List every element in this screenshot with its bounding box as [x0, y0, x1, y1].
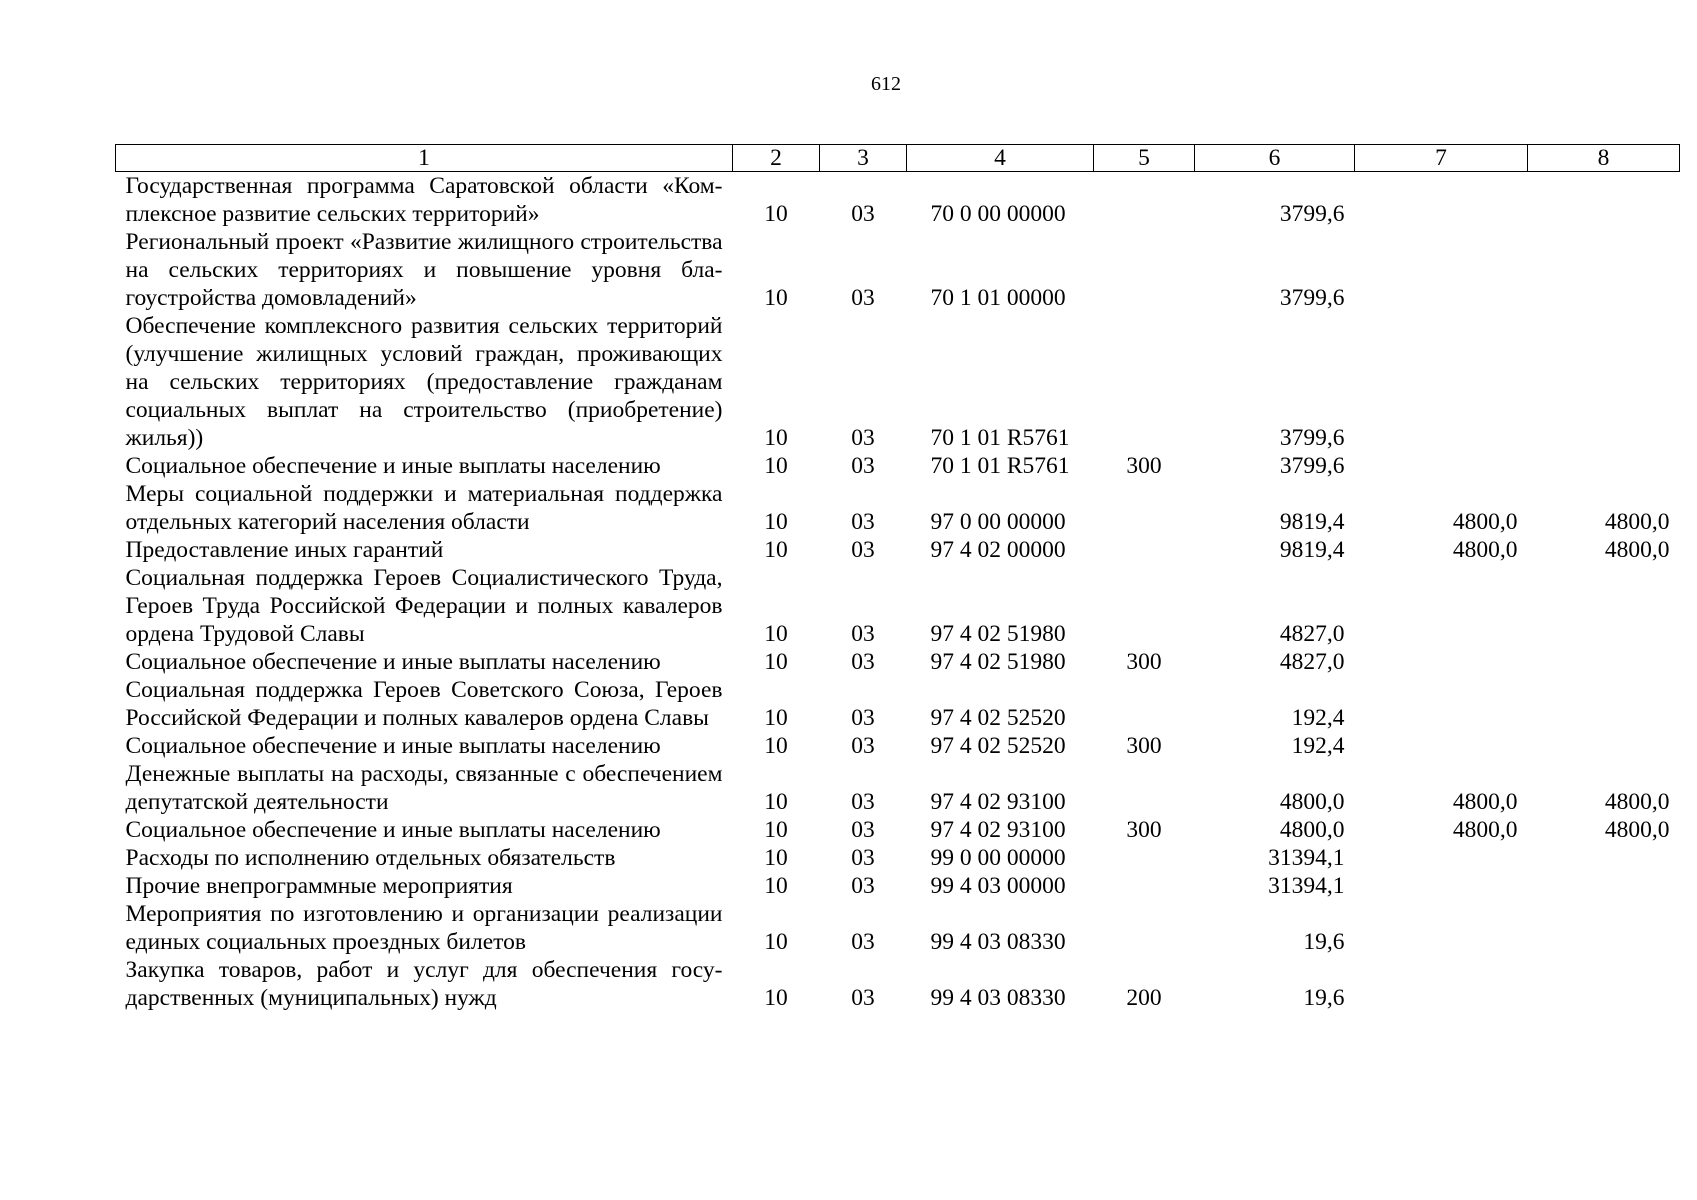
- row-section: 10: [764, 929, 788, 955]
- row-subsection: 03: [851, 985, 875, 1011]
- row-expense-type: 300: [1126, 817, 1162, 843]
- row-subsection: 03: [851, 649, 875, 675]
- table-row: [116, 956, 1680, 1012]
- row-description: Социальное обеспечение и иные выплаты населению: [125, 453, 661, 479]
- row-amount-3: 4800,0: [1604, 789, 1670, 815]
- row-expense-type: [1094, 480, 1195, 536]
- header-col-2: 2: [733, 145, 820, 172]
- row-amount-1: 4800,0: [1279, 817, 1345, 843]
- row-amount-2: [1355, 732, 1528, 760]
- row-amount-1: 9819,4: [1279, 537, 1345, 563]
- row-expense-type: [1094, 172, 1195, 229]
- row-section: 10: [764, 285, 788, 311]
- row-subsection: 03: [851, 733, 875, 759]
- row-amount-1: 3799,6: [1279, 285, 1345, 311]
- row-section: 10: [764, 537, 788, 563]
- row-amount-1: 4827,0: [1279, 649, 1345, 675]
- row-description: Социальное обеспечение и иные выплаты населению: [125, 649, 661, 675]
- header-col-1: 1: [116, 145, 733, 172]
- row-subsection: 03: [851, 621, 875, 647]
- row-amount-2: [1355, 312, 1528, 452]
- row-amount-2: 4800,0: [1452, 817, 1518, 843]
- row-target-code: 97 4 02 00000: [930, 537, 1066, 563]
- row-subsection: 03: [851, 201, 875, 227]
- row-expense-type: [1094, 844, 1195, 872]
- row-target-code: 97 4 02 52520: [930, 733, 1066, 759]
- row-amount-1: 192,4: [1291, 733, 1345, 759]
- table-row: [116, 676, 1680, 732]
- row-description: Социальное обеспечение и иные выплаты населению: [125, 733, 661, 759]
- header-row: [116, 145, 1680, 172]
- row-section: 10: [764, 201, 788, 227]
- row-description: Социальная поддержка Героев Советского Союза, Героев Российской Федерации и полных кавалеров ордена Славы: [125, 677, 723, 731]
- row-target-code: 70 1 01 R5761: [930, 453, 1070, 479]
- row-description: Социальное обеспечение и иные выплаты населению: [125, 817, 661, 843]
- header-col-8: 8: [1528, 145, 1680, 172]
- row-amount-3: [1528, 732, 1680, 760]
- row-amount-1: 9819,4: [1279, 509, 1345, 535]
- row-target-code: 97 4 02 51980: [930, 621, 1066, 647]
- row-amount-1: 3799,6: [1279, 453, 1345, 479]
- row-description: Денежные выплаты на расходы, связанные с обеспечением депутатской деятельности: [125, 761, 723, 815]
- row-subsection: 03: [851, 873, 875, 899]
- row-subsection: 03: [851, 789, 875, 815]
- row-subsection: 03: [851, 509, 875, 535]
- row-target-code: 97 0 00 00000: [930, 509, 1066, 535]
- table-row: [116, 536, 1680, 564]
- row-amount-1: 31394,1: [1268, 845, 1345, 871]
- row-amount-1: 4800,0: [1279, 789, 1345, 815]
- row-amount-1: 19,6: [1303, 929, 1345, 955]
- row-expense-type: 300: [1126, 649, 1162, 675]
- row-target-code: 99 4 03 08330: [930, 985, 1066, 1011]
- row-subsection: 03: [851, 425, 875, 451]
- row-amount-3: [1528, 900, 1680, 956]
- row-amount-3: [1528, 956, 1680, 1012]
- row-section: 10: [764, 733, 788, 759]
- row-section: 10: [764, 509, 788, 535]
- row-target-code: 99 0 00 00000: [930, 845, 1066, 871]
- row-section: 10: [764, 621, 788, 647]
- row-amount-2: [1355, 228, 1528, 312]
- table-row: [116, 844, 1680, 872]
- row-description: Социальная поддержка Героев Социалистического Труда, Героев Труда Российской Федерации и полных кавалеров ордена Трудовой Славы: [125, 565, 723, 647]
- row-amount-2: [1355, 844, 1528, 872]
- row-amount-2: [1355, 452, 1528, 480]
- table-row: [116, 452, 1680, 480]
- row-target-code: 99 4 03 00000: [930, 873, 1066, 899]
- row-expense-type: [1094, 228, 1195, 312]
- table-row: [116, 872, 1680, 900]
- row-subsection: 03: [851, 537, 875, 563]
- table-row: [116, 228, 1680, 312]
- table-row: [116, 732, 1680, 760]
- table-header: [116, 145, 1680, 172]
- row-expense-type: [1094, 676, 1195, 732]
- row-subsection: 03: [851, 929, 875, 955]
- row-amount-1: 4827,0: [1279, 621, 1345, 647]
- row-section: 10: [764, 817, 788, 843]
- row-subsection: 03: [851, 285, 875, 311]
- row-amount-2: [1355, 172, 1528, 229]
- row-amount-3: [1528, 312, 1680, 452]
- row-amount-2: 4800,0: [1452, 509, 1518, 535]
- row-target-code: 97 4 02 51980: [930, 649, 1066, 675]
- row-amount-3: 4800,0: [1604, 537, 1670, 563]
- table-row: [116, 900, 1680, 956]
- row-amount-3: [1528, 228, 1680, 312]
- row-amount-3: [1528, 648, 1680, 676]
- row-expense-type: 300: [1126, 733, 1162, 759]
- row-amount-3: [1528, 844, 1680, 872]
- row-amount-3: [1528, 872, 1680, 900]
- row-expense-type: [1094, 872, 1195, 900]
- row-section: 10: [764, 789, 788, 815]
- row-target-code: 99 4 03 08330: [930, 929, 1066, 955]
- row-target-code: 70 1 01 00000: [930, 285, 1066, 311]
- row-expense-type: 300: [1126, 453, 1162, 479]
- row-amount-3: [1528, 564, 1680, 648]
- row-amount-2: [1355, 648, 1528, 676]
- table-row: [116, 760, 1680, 816]
- row-subsection: 03: [851, 705, 875, 731]
- row-description: Региональный проект «Развитие жилищного строительства на сельских территориях и повышение уровня благоустройства домовладений»: [125, 229, 723, 311]
- page-number: 612: [871, 73, 901, 95]
- row-expense-type: [1094, 760, 1195, 816]
- row-section: 10: [764, 649, 788, 675]
- table-row: [116, 648, 1680, 676]
- row-amount-2: [1355, 900, 1528, 956]
- row-target-code: 97 4 02 93100: [930, 817, 1066, 843]
- table-row: [116, 312, 1680, 452]
- row-amount-3: 4800,0: [1604, 509, 1670, 535]
- row-section: 10: [764, 425, 788, 451]
- row-amount-2: [1355, 872, 1528, 900]
- row-amount-2: 4800,0: [1452, 789, 1518, 815]
- row-expense-type: [1094, 536, 1195, 564]
- row-amount-2: 4800,0: [1452, 537, 1518, 563]
- row-description: Обеспечение комплексного развития сельских территорий (улучшение жилищных условий граждан, проживающих на сельских территориях (предоставление гражданам социальных выплат на строительство (приобретение) жилья)): [125, 313, 723, 451]
- table-row: [116, 564, 1680, 648]
- row-amount-2: [1355, 676, 1528, 732]
- row-description: Расходы по исполнению отдельных обязательств: [125, 845, 616, 871]
- row-section: 10: [764, 845, 788, 871]
- row-target-code: 97 4 02 93100: [930, 789, 1066, 815]
- row-section: 10: [764, 985, 788, 1011]
- row-section: 10: [764, 705, 788, 731]
- row-amount-1: 31394,1: [1268, 873, 1345, 899]
- row-amount-2: [1355, 564, 1528, 648]
- row-amount-1: 19,6: [1303, 985, 1345, 1011]
- row-amount-3: [1528, 676, 1680, 732]
- table-row: [116, 816, 1680, 844]
- row-amount-1: 3799,6: [1279, 425, 1345, 451]
- row-target-code: 70 0 00 00000: [930, 201, 1066, 227]
- row-description: Мероприятия по изготовлению и организации реализации единых социальных проездных билетов: [125, 901, 723, 955]
- row-target-code: 70 1 01 R5761: [930, 425, 1070, 451]
- row-description: Государственная программа Саратовской области «Комплексное развитие сельских территорий»: [125, 173, 723, 227]
- row-description: Закупка товаров, работ и услуг для обеспечения государственных (муниципальных) нужд: [125, 957, 723, 1011]
- row-subsection: 03: [851, 453, 875, 479]
- header-col-5: 5: [1094, 145, 1195, 172]
- header-col-7: 7: [1355, 145, 1528, 172]
- row-section: 10: [764, 453, 788, 479]
- row-amount-1: 3799,6: [1279, 201, 1345, 227]
- row-expense-type: [1094, 900, 1195, 956]
- row-expense-type: [1094, 564, 1195, 648]
- row-amount-1: 192,4: [1291, 705, 1345, 731]
- row-subsection: 03: [851, 845, 875, 871]
- row-amount-3: [1528, 172, 1680, 229]
- header-col-3: 3: [820, 145, 907, 172]
- row-section: 10: [764, 873, 788, 899]
- row-expense-type: [1094, 312, 1195, 452]
- budget-table: [115, 144, 1680, 1012]
- table-row: [116, 480, 1680, 536]
- row-target-code: 97 4 02 52520: [930, 705, 1066, 731]
- row-description: Меры социальной поддержки и материальная поддержка отдельных категорий населения области: [125, 481, 723, 535]
- row-amount-3: [1528, 452, 1680, 480]
- row-amount-2: [1355, 956, 1528, 1012]
- table-row: [116, 172, 1680, 229]
- row-description: Прочие внепрограммные мероприятия: [125, 873, 513, 899]
- row-subsection: 03: [851, 817, 875, 843]
- row-amount-3: 4800,0: [1604, 817, 1670, 843]
- header-col-6: 6: [1195, 145, 1355, 172]
- header-col-4: 4: [907, 145, 1094, 172]
- row-description: Предоставление иных гарантий: [125, 537, 444, 563]
- row-expense-type: 200: [1126, 985, 1162, 1011]
- table-body: [116, 172, 1680, 1013]
